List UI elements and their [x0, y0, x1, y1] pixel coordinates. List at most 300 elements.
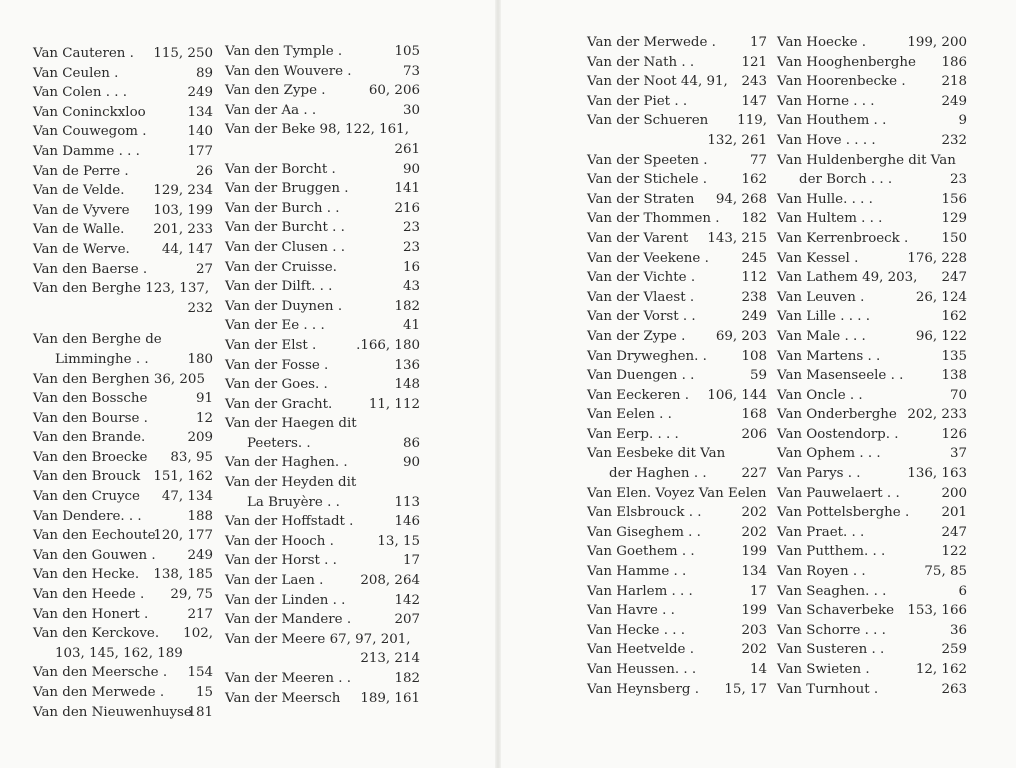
- index-entry: [33, 299, 213, 319]
- entry-name: Van Eesbeke dit Van: [587, 446, 726, 462]
- entry-pages: 86: [402, 435, 420, 451]
- entry-pages: 91: [195, 391, 213, 407]
- entry-name: Van der Haegen dit: [225, 416, 357, 432]
- entry-pages: 43: [402, 279, 420, 295]
- entry-pages: 9: [958, 113, 967, 129]
- entry-name: Van den Bourse .: [33, 410, 148, 426]
- entry-name: Van der Horst . .: [225, 553, 337, 569]
- entry-pages: 17: [749, 583, 767, 599]
- entry-name: Van der Noot 44, 91,: [587, 74, 728, 90]
- entry-name: Van Pauwelaert . .: [777, 485, 900, 501]
- index-entry: [777, 562, 967, 582]
- entry-pages: 203: [741, 622, 767, 638]
- entry-pages: 199: [741, 603, 767, 619]
- index-entry: [777, 621, 967, 641]
- entry-pages: 209: [187, 430, 213, 446]
- index-entry: [587, 366, 767, 386]
- entry-pages: 134: [741, 564, 767, 580]
- index-entry: [33, 44, 213, 64]
- index-entry: [225, 532, 420, 552]
- entry-name: Van der Vlaest .: [587, 289, 695, 305]
- entry-name: Van Susteren . .: [777, 642, 885, 658]
- index-entry: [33, 122, 213, 142]
- entry-pages: 13, 15: [377, 533, 420, 549]
- index-entry: [587, 111, 767, 131]
- entry-name: Van Cauteren .: [33, 46, 134, 61]
- index-entry: [225, 160, 420, 180]
- entry-name: Van Swieten .: [777, 662, 870, 677]
- entry-name: Van den Baerse .: [33, 261, 148, 277]
- index-entry: [225, 356, 420, 376]
- entry-pages: 177: [187, 143, 213, 159]
- entry-pages: 102,: [183, 626, 213, 642]
- entry-name: Van der Hooch .: [225, 533, 334, 549]
- entry-pages: 238: [741, 289, 767, 305]
- entry-name: Van Hooghenberghe: [777, 54, 916, 70]
- index-entry: [33, 605, 213, 625]
- entry-name: Van den Zype .: [225, 83, 326, 99]
- entry-name: Van der Dilft. . .: [225, 279, 333, 295]
- right-page: [501, 0, 1016, 768]
- index-entry: [225, 199, 420, 219]
- entry-pages: 249: [187, 547, 213, 563]
- index-entry: [777, 249, 967, 269]
- index-entry: [587, 542, 767, 562]
- index-entry: [587, 523, 767, 543]
- entry-pages: 105: [394, 44, 420, 59]
- entry-pages: 162: [741, 172, 767, 188]
- entry-pages: 27: [195, 261, 213, 277]
- index-entry: [225, 179, 420, 199]
- index-entry: [587, 601, 767, 621]
- entry-name: Van Leuven .: [777, 289, 865, 305]
- index-entry: [33, 350, 213, 370]
- right-index-column-1: [587, 33, 767, 699]
- entry-pages: 23: [949, 172, 967, 188]
- index-entry: [225, 591, 420, 611]
- entry-pages: 206: [741, 426, 767, 442]
- entry-pages: 153, 166: [907, 603, 967, 619]
- entry-pages: 232: [187, 300, 213, 316]
- entry-pages: 143, 215: [707, 230, 767, 246]
- entry-name: Van Hoecke .: [777, 35, 867, 50]
- index-entry: [33, 220, 213, 240]
- index-entry: [777, 503, 967, 523]
- entry-name: Van Hultem . . .: [777, 211, 883, 227]
- entry-pages: 77: [749, 152, 767, 168]
- entry-pages: 263: [941, 681, 967, 697]
- index-entry: [587, 92, 767, 112]
- entry-pages: 132, 261: [707, 132, 767, 148]
- entry-pages: 129, 234: [153, 183, 213, 199]
- entry-name: Van der Burch . .: [225, 200, 340, 216]
- entry-name: Van der Borcht .: [225, 161, 336, 177]
- index-entry: [33, 330, 213, 350]
- entry-name: Van der Vichte .: [587, 270, 696, 286]
- entry-pages: 36: [949, 622, 967, 638]
- index-entry: [33, 64, 213, 84]
- entry-pages: 108: [741, 348, 767, 364]
- entry-spacer: [33, 318, 213, 330]
- entry-name: Van der Nath . .: [587, 54, 695, 70]
- index-entry: [777, 33, 967, 53]
- entry-pages: 200: [941, 485, 967, 501]
- left-index-column-2: [225, 42, 420, 708]
- index-entry: [33, 703, 213, 723]
- entry-name: Van Heynsberg .: [587, 681, 699, 697]
- entry-pages: 232: [941, 132, 967, 148]
- entry-name: Van Ophem . . .: [777, 446, 881, 462]
- entry-pages: 135: [941, 348, 967, 364]
- entry-pages: 217: [187, 606, 213, 622]
- entry-name: Van den Merwede .: [33, 685, 165, 700]
- entry-name: Van der Gracht.: [225, 396, 333, 412]
- entry-pages: 182: [394, 671, 420, 686]
- index-entry: [225, 669, 420, 689]
- entry-pages: 26, 124: [915, 289, 967, 305]
- entry-pages: 147: [741, 93, 767, 109]
- entry-name: Van der Hoffstadt .: [225, 514, 354, 530]
- index-entry: [587, 425, 767, 445]
- entry-name: Van der Meere 67, 97, 201,: [225, 631, 411, 647]
- entry-name: Van den Berghe de: [33, 332, 162, 348]
- entry-pages: 208, 264: [360, 573, 420, 589]
- index-entry: [777, 640, 967, 660]
- index-entry: [225, 81, 420, 101]
- entry-name: Van Coninckxloo: [33, 104, 146, 120]
- entry-name: Van der Beke 98, 122, 161,: [225, 122, 409, 138]
- entry-pages: 151, 162: [153, 469, 213, 485]
- index-entry: [33, 507, 213, 527]
- entry-pages: 113: [394, 494, 420, 510]
- entry-pages: 182: [741, 211, 767, 227]
- index-entry: [225, 649, 420, 669]
- entry-name: Van der Bruggen .: [225, 181, 349, 197]
- index-entry: [587, 405, 767, 425]
- entry-name: Van der Zype .: [587, 328, 686, 344]
- entry-name: Van der Cruisse.: [225, 259, 337, 275]
- entry-pages: 245: [741, 250, 767, 266]
- index-entry: [777, 601, 967, 621]
- entry-name: Van der Aa . .: [225, 102, 317, 118]
- right-index-column-2: [777, 33, 967, 699]
- index-entry: [587, 386, 767, 406]
- entry-pages: 23: [402, 220, 420, 236]
- entry-name: Van Dendere. . .: [33, 508, 142, 524]
- entry-name: Van der Speeten .: [587, 152, 708, 168]
- index-entry: [587, 229, 767, 249]
- entry-pages: 249: [741, 309, 767, 325]
- index-entry: [777, 425, 967, 445]
- entry-name: Van den Nieuwenhuyse: [33, 704, 192, 720]
- index-entry: [225, 258, 420, 278]
- entry-pages: 115, 250: [153, 46, 213, 61]
- entry-pages: 247: [941, 524, 967, 540]
- index-entry: [587, 680, 767, 700]
- index-entry: [225, 101, 420, 121]
- entry-name: Van der Veekene .: [587, 250, 709, 266]
- index-entry: [225, 395, 420, 415]
- entry-pages: 259: [941, 642, 967, 658]
- entry-name: Van Havre . .: [587, 603, 675, 619]
- entry-pages: .166, 180: [356, 337, 420, 353]
- entry-name: Van der Stichele .: [587, 172, 708, 188]
- left-page: [0, 0, 495, 768]
- index-entry: [33, 448, 213, 468]
- entry-pages: 121: [741, 54, 767, 70]
- entry-pages: 199: [741, 544, 767, 560]
- entry-pages: 136: [394, 357, 420, 373]
- entry-name: Van Duengen . .: [587, 368, 695, 384]
- entry-name: Van der Burcht . .: [225, 220, 345, 236]
- entry-pages: 247: [941, 270, 967, 286]
- left-index-column-1: [33, 44, 213, 722]
- index-entry: [33, 240, 213, 260]
- entry-name: Van der Thommen .: [587, 211, 720, 227]
- entry-name: Van Praet. . .: [777, 524, 865, 540]
- entry-pages: 180: [187, 351, 213, 367]
- index-entry: [225, 375, 420, 395]
- index-entry: [225, 62, 420, 82]
- entry-name: der Borch . . .: [799, 172, 893, 188]
- index-entry: [33, 487, 213, 507]
- index-entry: [33, 260, 213, 280]
- entry-pages: 73: [402, 63, 420, 79]
- index-entry: [587, 170, 767, 190]
- entry-name: Van Lathem 49, 203,: [777, 270, 918, 286]
- entry-name: Van den Cruyce: [33, 489, 140, 505]
- entry-name: Van den Gouwen .: [33, 547, 156, 563]
- entry-pages: 41: [402, 318, 420, 334]
- entry-name: Van der Goes. .: [225, 377, 328, 393]
- entry-name: Van Kessel .: [777, 250, 859, 266]
- index-entry: [225, 42, 420, 62]
- entry-name: Van der Fosse .: [225, 357, 329, 373]
- index-entry: [777, 680, 967, 700]
- entry-pages: 106, 144: [707, 387, 767, 403]
- entry-name: Van der Duynen .: [225, 298, 343, 314]
- entry-name: Van Seaghen. . .: [777, 583, 887, 599]
- index-entry: [587, 660, 767, 680]
- entry-name: Van der Elst .: [225, 337, 317, 353]
- entry-pages: 142: [394, 592, 420, 608]
- entry-pages: 12, 162: [915, 662, 967, 677]
- entry-pages: 17: [402, 553, 420, 569]
- entry-pages: 83, 95: [170, 449, 213, 465]
- entry-pages: 199, 200: [907, 35, 967, 50]
- index-entry: [587, 72, 767, 92]
- entry-name: Van Parys . .: [777, 466, 861, 482]
- entry-name: Van der Heyden dit: [225, 475, 357, 491]
- entry-name: Van Male . . .: [777, 328, 866, 344]
- index-entry: [33, 162, 213, 182]
- entry-name: Van den Eechoute: [33, 528, 156, 544]
- entry-name: Van der Meeren . .: [225, 671, 351, 686]
- entry-pages: 201: [941, 505, 967, 521]
- entry-pages: 29, 75: [170, 587, 213, 603]
- entry-pages: 6: [958, 583, 967, 599]
- index-entry: [587, 347, 767, 367]
- index-entry: [777, 464, 967, 484]
- entry-name: Van Colen . . .: [33, 85, 127, 101]
- entry-pages: 138: [941, 368, 967, 384]
- index-entry: [587, 640, 767, 660]
- entry-pages: 103, 199: [153, 202, 213, 218]
- index-entry: [225, 512, 420, 532]
- index-entry: [225, 571, 420, 591]
- entry-name: Van Turnhout .: [777, 681, 879, 697]
- entry-name: Van der Vorst . .: [587, 309, 696, 325]
- entry-pages: 181: [187, 704, 213, 720]
- entry-pages: 176, 228: [907, 250, 967, 266]
- entry-name: Van Eeckeren .: [587, 387, 690, 403]
- entry-name: Van den Wouvere .: [225, 63, 352, 79]
- entry-pages: 202: [741, 524, 767, 540]
- index-entry: [33, 370, 213, 390]
- index-entry: [225, 414, 420, 434]
- entry-name: Van de Vyvere: [33, 202, 130, 218]
- entry-name: Van der Laen .: [225, 573, 324, 589]
- index-entry: [587, 464, 767, 484]
- entry-pages: 70: [949, 387, 967, 403]
- index-entry: [777, 327, 967, 347]
- entry-pages: 134: [187, 104, 213, 120]
- entry-pages: 182: [394, 298, 420, 314]
- entry-name: Van den Brouck: [33, 469, 141, 485]
- entry-name: Van de Walle.: [33, 222, 125, 238]
- index-entry: [33, 142, 213, 162]
- index-entry: [587, 621, 767, 641]
- index-entry: [33, 103, 213, 123]
- entry-pages: 90: [402, 455, 420, 471]
- entry-pages: 94, 268: [715, 191, 767, 207]
- index-entry: [225, 551, 420, 571]
- index-entry: [33, 389, 213, 409]
- entry-pages: 261: [394, 141, 420, 157]
- entry-name: Van Goethem . .: [587, 544, 695, 560]
- entry-name: Van Oncle . .: [777, 387, 863, 403]
- index-entry: [33, 201, 213, 221]
- index-entry: [587, 151, 767, 171]
- index-entry: [587, 484, 767, 504]
- entry-pages: 202, 233: [907, 407, 967, 423]
- entry-pages: 90: [402, 161, 420, 177]
- entry-name: Van Horne . . .: [777, 93, 875, 109]
- entry-pages: 213, 214: [360, 651, 420, 667]
- entry-name: Peeters. .: [247, 435, 311, 451]
- entry-pages: 148: [394, 377, 420, 393]
- entry-name: Limminghe . .: [55, 351, 149, 367]
- entry-name: Van den Broecke: [33, 449, 148, 465]
- index-entry: [225, 316, 420, 336]
- index-entry: [33, 546, 213, 566]
- entry-name: Van den Kerckove.: [33, 626, 160, 642]
- entry-name: Van de Perre .: [33, 163, 129, 179]
- entry-pages: 16: [402, 259, 420, 275]
- entry-pages: 75, 85: [924, 564, 967, 580]
- index-entry: [777, 405, 967, 425]
- entry-name: Van Oostendorp. .: [777, 426, 899, 442]
- entry-pages: 23: [402, 239, 420, 255]
- index-entry: [777, 347, 967, 367]
- entry-name: Van Eerp. . . .: [587, 426, 679, 442]
- entry-name: Van den Berghen 36, 205: [33, 371, 205, 387]
- index-entry: [225, 120, 420, 140]
- index-entry: [587, 503, 767, 523]
- index-entry: [33, 181, 213, 201]
- index-entry: [587, 562, 767, 582]
- index-entry: [225, 336, 420, 356]
- index-entry: [225, 473, 420, 493]
- entry-pages: 138, 185: [153, 567, 213, 583]
- entry-pages: 112: [741, 270, 767, 286]
- entry-name: Van Hecke . . .: [587, 622, 685, 638]
- index-entry: [33, 409, 213, 429]
- index-entry: [777, 444, 967, 464]
- entry-pages: 136, 163: [907, 466, 967, 482]
- entry-pages: 141: [394, 181, 420, 197]
- index-entry: [777, 209, 967, 229]
- index-entry: [777, 229, 967, 249]
- entry-name: der Haghen . .: [609, 466, 707, 482]
- entry-name: Van den Honert .: [33, 606, 149, 622]
- entry-name: Van Royen . .: [777, 564, 866, 580]
- entry-pages: 44, 147: [161, 241, 213, 257]
- entry-pages: 120, 177: [153, 528, 213, 544]
- index-entry: [777, 268, 967, 288]
- entry-name: Van Giseghem . .: [587, 524, 701, 540]
- entry-name: Van Heussen. . .: [587, 662, 697, 677]
- entry-name: Van der Merwede .: [587, 35, 716, 50]
- index-entry: [587, 327, 767, 347]
- entry-pages: 154: [187, 665, 213, 681]
- entry-pages: 150: [941, 230, 967, 246]
- entry-pages: 156: [941, 191, 967, 207]
- index-entry: [587, 209, 767, 229]
- entry-pages: 146: [394, 514, 420, 530]
- entry-pages: 202: [741, 642, 767, 658]
- entry-pages: 15: [195, 685, 213, 700]
- index-entry: [777, 484, 967, 504]
- entry-name: Van der Straten: [587, 191, 695, 207]
- entry-pages: 17: [749, 35, 767, 50]
- index-entry: [33, 624, 213, 644]
- index-entry: [33, 565, 213, 585]
- entry-pages: 69, 203: [715, 328, 767, 344]
- entry-name: Van Martens . .: [777, 348, 881, 364]
- entry-name: Van Hove . . . .: [777, 132, 876, 148]
- entry-pages: 11, 112: [368, 396, 420, 412]
- index-entry: [777, 386, 967, 406]
- entry-name: Van der Piet . .: [587, 93, 688, 109]
- entry-pages: 188: [187, 508, 213, 524]
- entry-name: Van Hamme . .: [587, 564, 687, 580]
- index-entry: [33, 467, 213, 487]
- index-entry: [33, 585, 213, 605]
- index-entry: [587, 582, 767, 602]
- entry-pages: 201, 233: [153, 222, 213, 238]
- entry-name: Van Elen. Voyez Van Eelen: [587, 485, 767, 501]
- entry-pages: 126: [941, 426, 967, 442]
- index-entry: [587, 53, 767, 73]
- index-entry: [777, 92, 967, 112]
- entry-name: Van Houthem . .: [777, 113, 887, 129]
- entry-pages: 59: [749, 368, 767, 384]
- index-entry: [587, 190, 767, 210]
- entry-name: Van Putthem. . .: [777, 544, 886, 560]
- index-entry: [777, 288, 967, 308]
- index-entry: [587, 33, 767, 53]
